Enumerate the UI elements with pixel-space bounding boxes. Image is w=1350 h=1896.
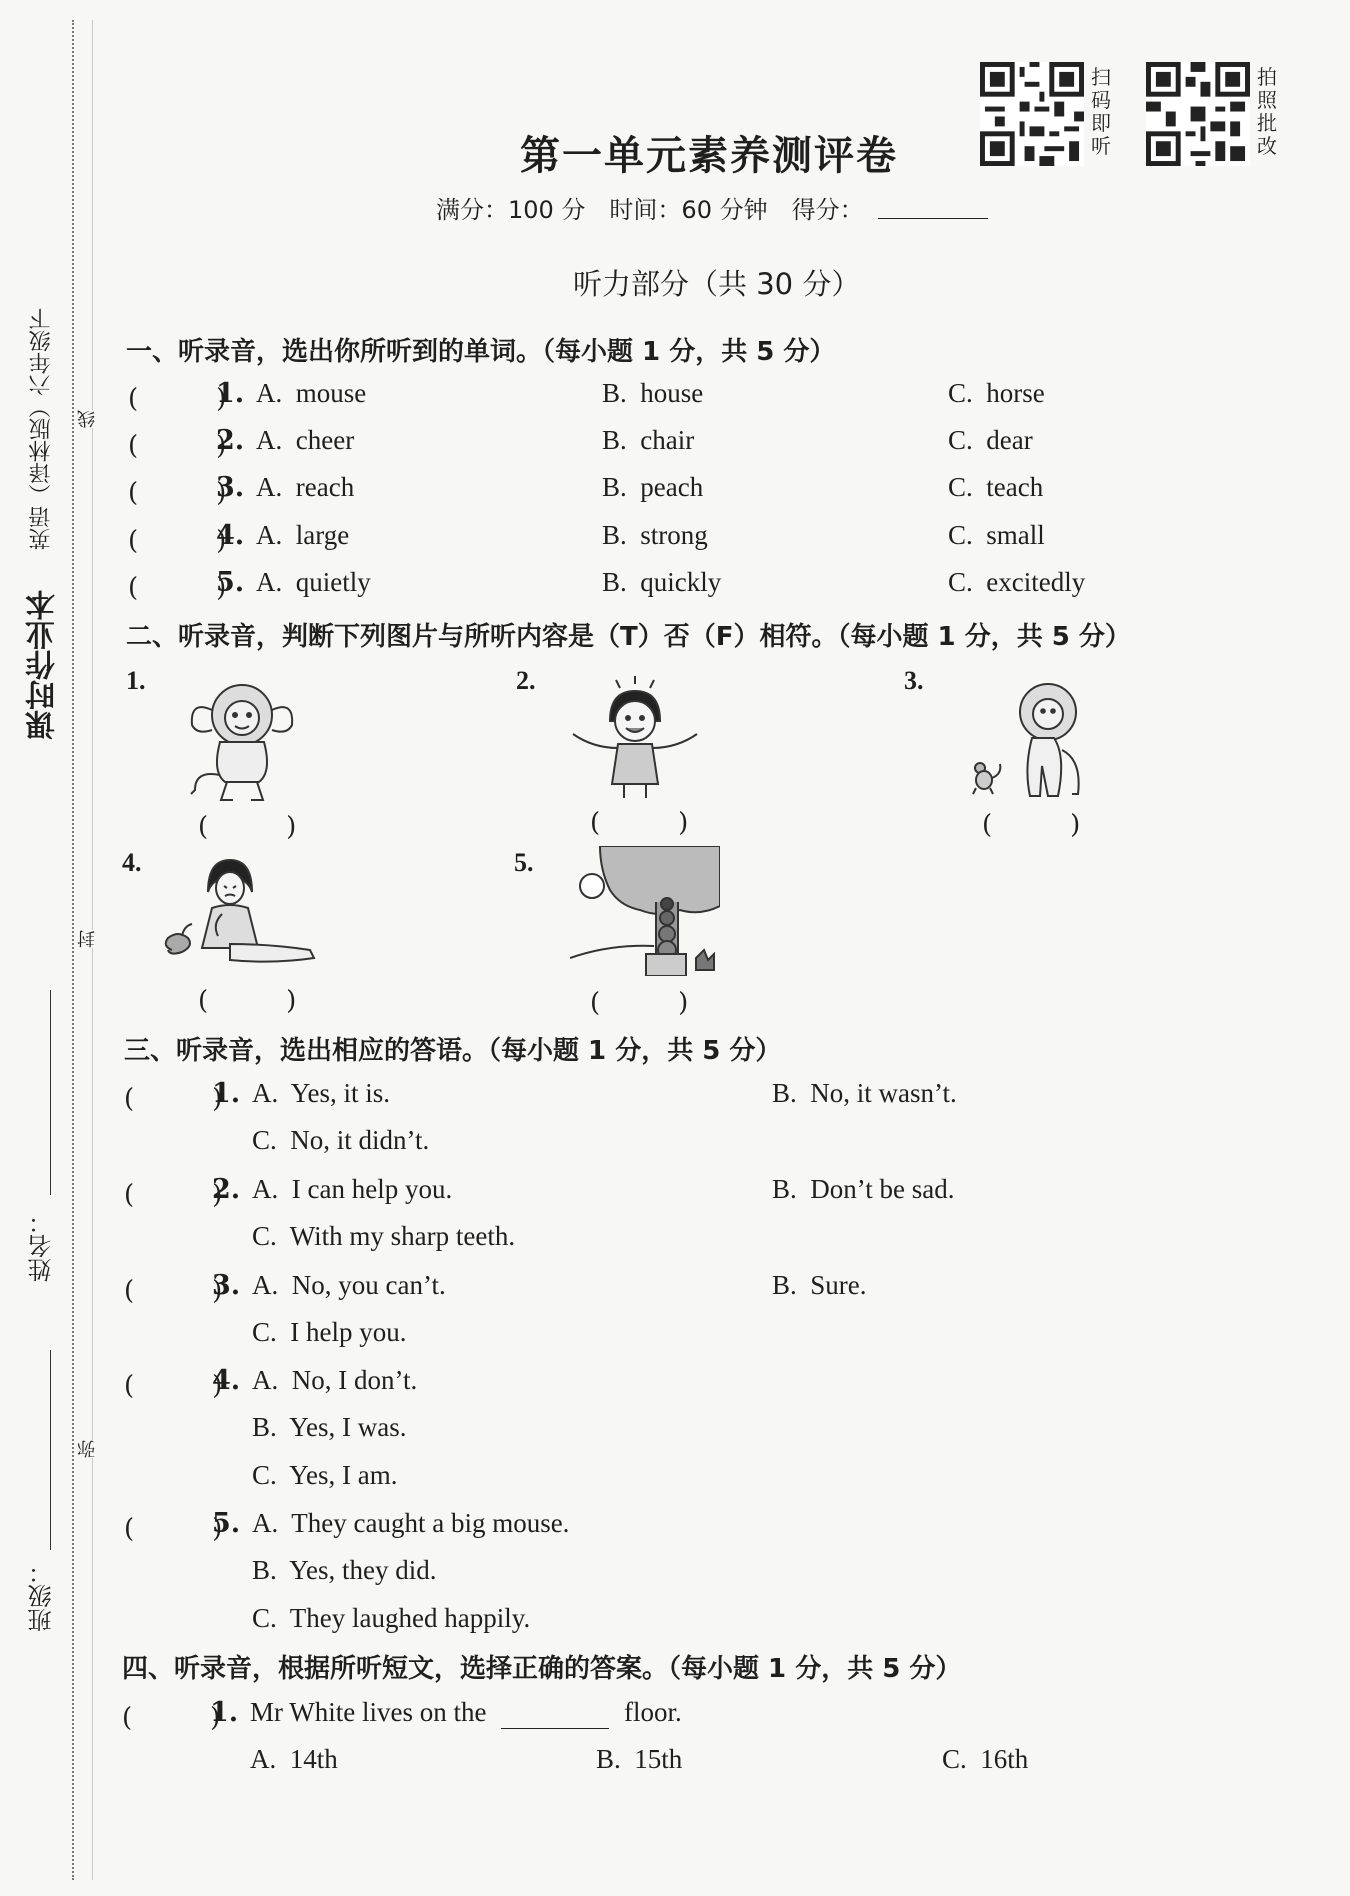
score-blank[interactable] xyxy=(878,218,988,219)
picture-4-answer-paren[interactable]: ( ) xyxy=(198,986,297,1016)
option-a: A. No, I don’t. xyxy=(252,1365,418,1395)
picture-5-answer-paren[interactable]: ( ) xyxy=(590,988,689,1018)
section1-heading: 一、听录音，选出你所听到的单词。（每小题 1 分，共 5 分） xyxy=(126,337,836,367)
binding-dotted-line xyxy=(72,20,74,1880)
listening-heading: 听力部分（共 30 分） xyxy=(573,267,861,301)
option-a: A. quietly xyxy=(256,567,371,597)
option-a: A. large xyxy=(256,520,350,550)
lion-and-mouse-icon xyxy=(960,680,1090,804)
option-b: B. quickly xyxy=(602,567,722,597)
section3-heading: 三、听录音，选出相应的答语。（每小题 1 分，共 5 分） xyxy=(124,1036,782,1066)
happy-girl-icon xyxy=(560,676,710,800)
page-title: 第一单元素养测评卷 xyxy=(520,133,898,179)
s3-item-1 xyxy=(124,1078,957,1155)
option-a: A. They caught a big mouse. xyxy=(252,1508,570,1538)
option-a: A. I can help you. xyxy=(252,1174,453,1204)
option-c: C. excitedly xyxy=(948,567,1086,597)
s1-item-3 xyxy=(128,472,1044,509)
margin-line-char: 线 xyxy=(75,410,101,428)
option-c: C. I help you. xyxy=(252,1317,407,1347)
answer-paren[interactable]: ( ) xyxy=(124,1276,223,1306)
option-b: B. Yes, they did. xyxy=(252,1555,437,1585)
question-number: 4. xyxy=(212,1365,241,1396)
answer-paren[interactable]: ( ) xyxy=(124,1180,223,1210)
s1-item-4 xyxy=(128,520,1045,557)
answer-paren[interactable]: ( ) xyxy=(128,573,227,603)
picture-number: 4. xyxy=(122,848,142,877)
question-number: 4. xyxy=(216,520,245,551)
answer-paren[interactable]: ( ) xyxy=(128,384,227,414)
answer-paren[interactable]: ( ) xyxy=(128,526,227,556)
option-a: A. mouse xyxy=(256,378,367,408)
picture-number: 5. xyxy=(514,848,534,877)
s1-item-5 xyxy=(128,567,1086,604)
option-a: A. No, you can’t. xyxy=(252,1270,446,1300)
option-b: B. Sure. xyxy=(772,1270,867,1300)
class-field[interactable] xyxy=(50,1350,51,1550)
option-a: A. cheer xyxy=(256,425,355,455)
question-number: 1. xyxy=(216,378,245,409)
answer-blank[interactable] xyxy=(501,1697,609,1729)
s4-item-1 xyxy=(122,1697,1029,1774)
section4-heading: 四、听录音，根据所听短文，选择正确的答案。（每小题 1 分，共 5 分） xyxy=(122,1654,962,1684)
option-c: C. small xyxy=(948,520,1045,550)
s3-item-4 xyxy=(124,1365,418,1490)
option-b: B. chair xyxy=(602,425,695,455)
option-a: A. 14th xyxy=(250,1744,338,1774)
option-b: B. 15th xyxy=(596,1744,683,1774)
question-number: 5. xyxy=(212,1508,241,1539)
option-c: C. dear xyxy=(948,425,1033,455)
option-c: C. They laughed happily. xyxy=(252,1603,531,1633)
binding-edge-line xyxy=(92,20,93,1880)
listen-qr-label: 扫码即听 xyxy=(1091,65,1111,158)
picture-number: 1. xyxy=(126,666,146,695)
option-c: C. 16th xyxy=(942,1744,1029,1774)
score-meta: 满分：100 分 时间：60 分钟 得分： xyxy=(436,196,864,224)
s3-item-3 xyxy=(124,1270,867,1347)
book-subject: 英语（译林版）六年级下 xyxy=(29,308,54,550)
picture-number: 3. xyxy=(904,666,924,695)
question-number: 2. xyxy=(216,425,245,456)
picture-1-answer-paren[interactable]: ( ) xyxy=(198,812,297,842)
animals-in-tree-icon xyxy=(570,846,720,976)
question-number: 2. xyxy=(212,1174,241,1205)
girl-with-snake-icon xyxy=(160,856,324,968)
listen-qr-code-icon[interactable] xyxy=(980,62,1084,166)
s3-item-2 xyxy=(124,1174,955,1251)
answer-paren[interactable]: ( ) xyxy=(128,478,227,508)
answer-paren[interactable]: ( ) xyxy=(122,1703,221,1733)
grade-qr-label: 拍照批改 xyxy=(1257,65,1277,158)
option-a: A. reach xyxy=(256,472,355,502)
option-c: C. No, it didn’t. xyxy=(252,1125,430,1155)
class-label: 班级： xyxy=(28,1560,56,1632)
question-number: 3. xyxy=(216,472,245,503)
name-label: 姓名： xyxy=(28,1210,56,1282)
grade-qr-code-icon[interactable] xyxy=(1146,62,1250,166)
question-number: 1. xyxy=(210,1697,239,1728)
answer-paren[interactable]: ( ) xyxy=(124,1371,223,1401)
option-b: B. No, it wasn’t. xyxy=(772,1078,957,1108)
strong-lion-icon xyxy=(172,680,312,804)
picture-2-answer-paren[interactable]: ( ) xyxy=(590,808,689,838)
option-c: C. Yes, I am. xyxy=(252,1460,398,1490)
section2-heading: 二、听录音，判断下列图片与所听内容是（T）否（F）相符。（每小题 1 分，共 5 分） xyxy=(126,622,1131,652)
question-number: 3. xyxy=(212,1270,241,1301)
answer-paren[interactable]: ( ) xyxy=(124,1514,223,1544)
option-b: B. Don’t be sad. xyxy=(772,1174,955,1204)
s1-item-2 xyxy=(128,425,1033,462)
book-title: 课时作业本 xyxy=(26,590,61,740)
option-b: B. Yes, I was. xyxy=(252,1412,407,1442)
s3-item-5 xyxy=(124,1508,570,1633)
option-c: C. With my sharp teeth. xyxy=(252,1221,516,1251)
option-c: C. teach xyxy=(948,472,1044,502)
picture-3-answer-paren[interactable]: ( ) xyxy=(982,810,1081,840)
question-stem: Mr White lives on the xyxy=(250,1697,487,1727)
question-number: 1. xyxy=(212,1078,241,1109)
margin-secret-char: 弥 xyxy=(75,1440,101,1458)
option-b: B. strong xyxy=(602,520,708,550)
question-stem-end: floor. xyxy=(623,1697,682,1727)
option-c: C. horse xyxy=(948,378,1045,408)
answer-paren[interactable]: ( ) xyxy=(128,431,227,461)
name-field[interactable] xyxy=(50,990,51,1195)
s1-item-1 xyxy=(128,378,1045,415)
question-number: 5. xyxy=(216,567,245,598)
answer-paren[interactable]: ( ) xyxy=(124,1084,223,1114)
picture-number: 2. xyxy=(516,666,536,695)
option-b: B. house xyxy=(602,378,704,408)
option-a: A. Yes, it is. xyxy=(252,1078,391,1108)
margin-seal-char: 封 xyxy=(75,930,101,948)
option-b: B. peach xyxy=(602,472,704,502)
